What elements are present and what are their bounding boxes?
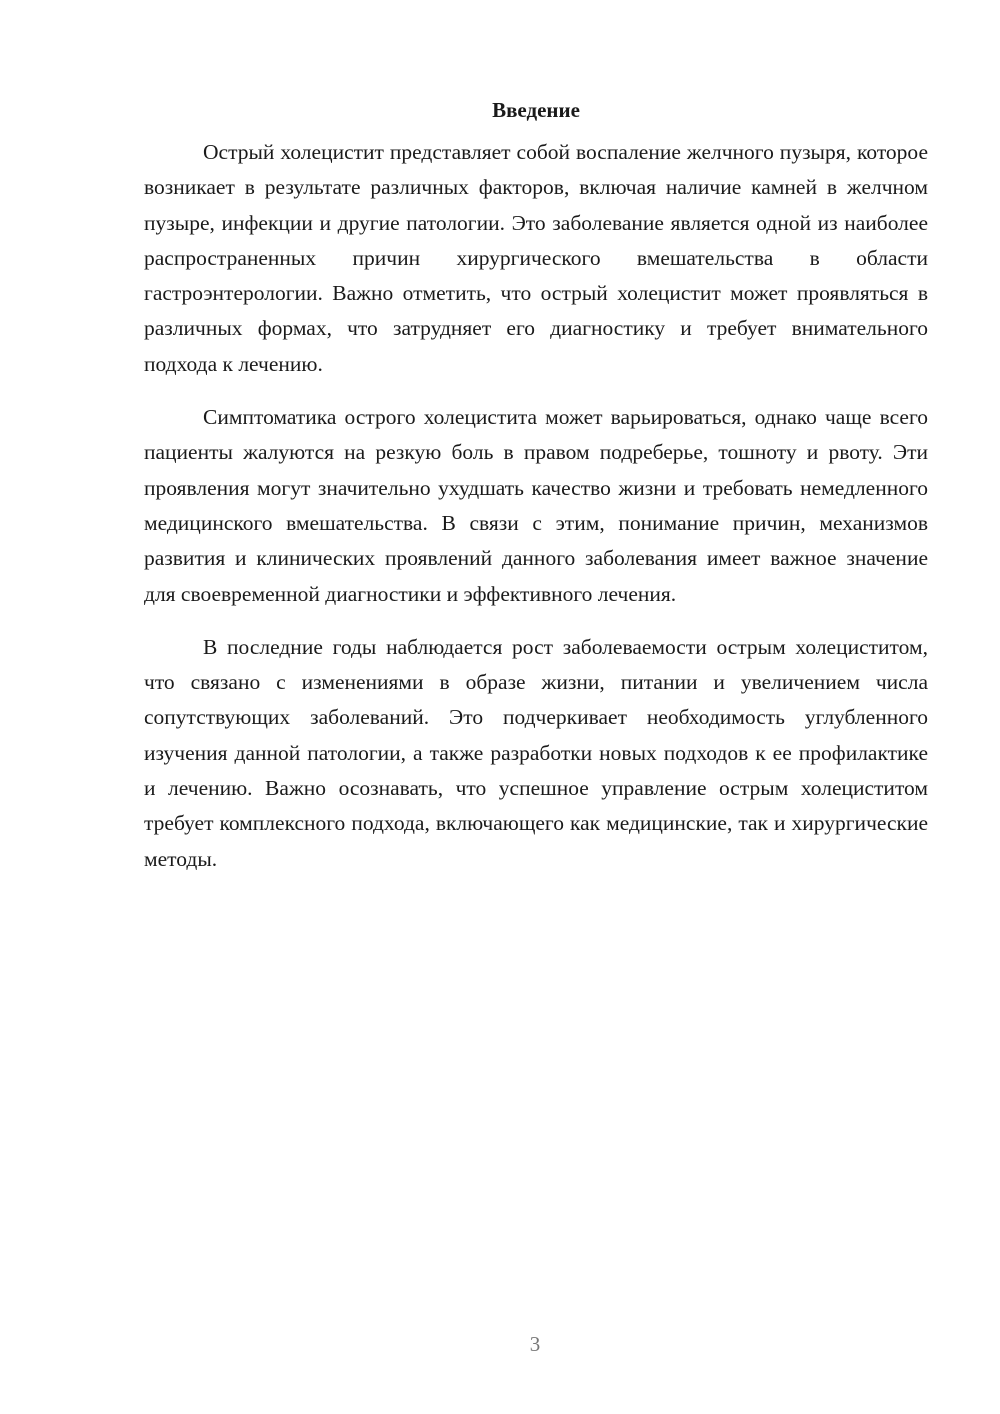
paragraph-1: Острый холецистит представляет собой воспаление желчного пузыря, которое возникает в результате различных факторов, включая наличие камней в желчном пузыре, инфекции и другие патологии. Это заболевание является одной из наиболее распространенных причин хирургического вмешательства в области гастроэнтерологии. Важно отметить, что острый холецистит может проявляться в различных формах, что затрудняет его диагностику и требует внимательного подхода к лечению. [144, 140, 928, 376]
paragraph-3: В последние годы наблюдается рост заболеваемости острым холециститом, что связано с изменениями в образе жизни, питании и увеличением числа сопутствующих заболеваний. Это подчеркивает необходимость углубленного изучения данной патологии, а также разработки новых подходов к ее профилактике и лечению. Важно осознавать, что успешное управление острым холециститом требует комплексного подхода, включающего как медицинские, так и хирургические методы. [144, 634, 928, 871]
page-content [144, 90, 928, 877]
page-number: 3 [529, 1332, 541, 1356]
paragraph-2: Симптоматика острого холецистита может варьироваться, однако чаще всего пациенты жалуются на резкую боль в правом подреберье, тошноту и рвоту. Эти проявления могут значительно ухудшать качество жизни и требовать немедленного медицинского вмешательства. В связи с этим, понимание причин, механизмов развития и клинических проявлений данного заболевания имеет важное значение для своевременной диагностики и эффективного лечения. [144, 405, 928, 606]
section-heading: Введение [492, 98, 580, 122]
